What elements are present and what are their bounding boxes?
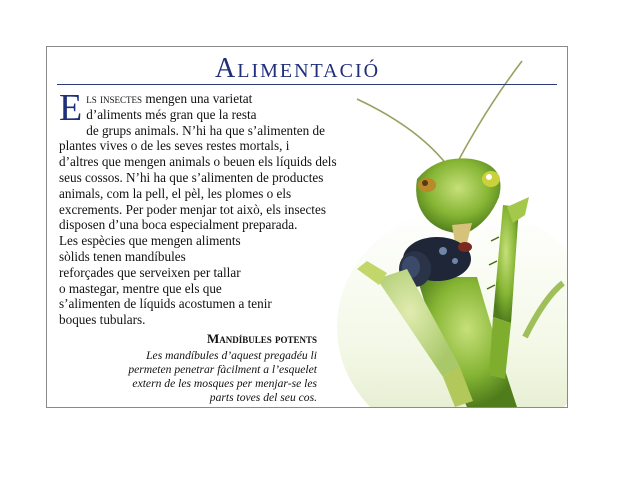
text-line: plantes vives o de les seves restes mortals, i — [59, 138, 290, 154]
text-line: de grups animals. N’hi ha que s’alimenten de — [86, 122, 325, 138]
text-line: animals, com la pell, el pèl, les plomes o els — [59, 185, 292, 201]
image-caption — [97, 331, 317, 405]
text-line: d’altres que mengen animals o beuen els líquids dels — [59, 154, 337, 170]
text-line: reforçades que serveixen per tallar — [59, 264, 241, 280]
caption-line: Les mandíbules d’aquest pregadéu li — [146, 349, 317, 362]
text-line: d’aliments més gran que la resta — [86, 106, 257, 122]
text-line: Les espècies que mengen aliments — [59, 233, 241, 249]
drop-cap: E — [59, 87, 83, 129]
text-line: disposen d’una boca especialment preparada. — [59, 217, 298, 233]
main-paragraph — [59, 87, 399, 328]
text-line: o mastegar, mentre que els que — [59, 280, 222, 296]
caption-line: extern de les mosques per menjar-se les — [132, 377, 317, 390]
title-divider — [57, 84, 557, 85]
text-line: sòlids tenen mandíbules — [59, 248, 186, 264]
caption-text — [97, 349, 317, 405]
caption-line: permeten penetrar fàcilment a l’esquelet — [128, 363, 317, 376]
text-line: mengen una varietat — [145, 91, 253, 106]
info-card — [46, 46, 568, 408]
text-line: excrements. Per poder menjar tot això, els insectes — [59, 201, 326, 217]
caption-line: parts toves del seu cos. — [209, 391, 317, 404]
lead-words: ls insectes — [86, 91, 143, 106]
caption-title: Mandíbules potents — [206, 331, 317, 346]
text-line: boques tubulars. — [59, 312, 146, 328]
text-line: s’alimenten de líquids acostumen a tenir — [59, 296, 272, 312]
text-line: seus cossos. N’hi ha que s’alimenten de productes — [59, 169, 324, 185]
page-title: Alimentació — [215, 53, 381, 84]
